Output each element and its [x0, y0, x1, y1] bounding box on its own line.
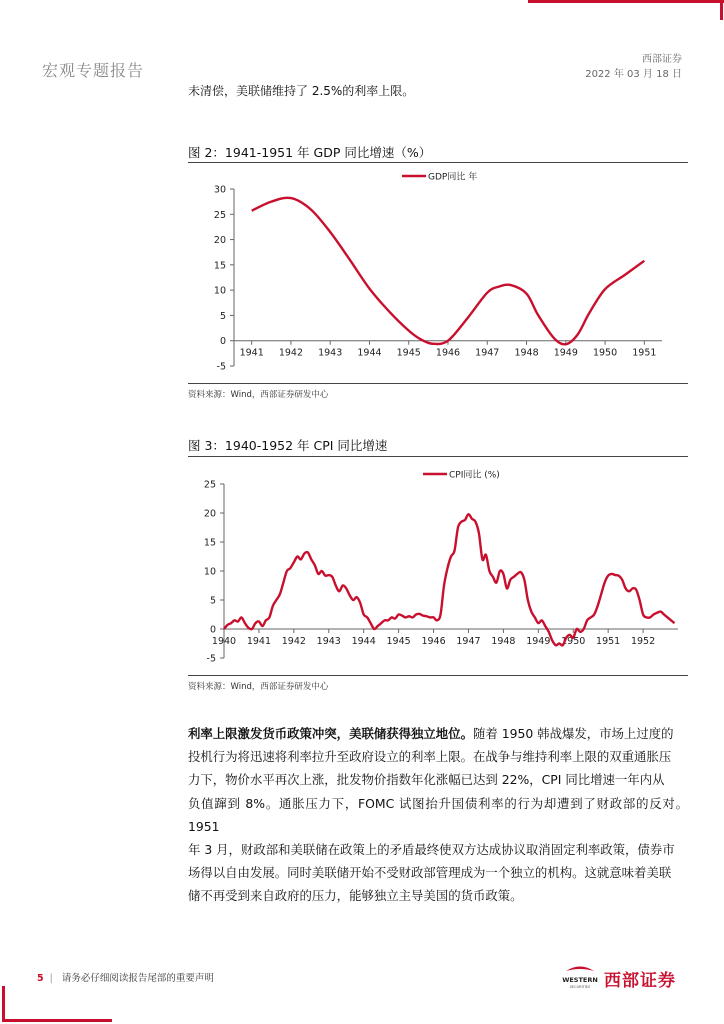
x-tick-label: 1944	[357, 347, 382, 359]
paragraph-line: 场得以自由发展。同时美联储开始不受财政部管理成为一个独立的机构。这就意味着美联	[188, 865, 672, 881]
figure-3-title: 图 3：1940-1952 年 CPI 同比增速	[188, 438, 388, 453]
y-tick-label: 20	[203, 508, 216, 520]
bottom-corner-rule	[2, 1019, 112, 1022]
paragraph-line: 负值蹿到 8%。通胀压力下，FOMC 试图抬升国债利率的行为却遭到了财政部的反对。1951	[188, 795, 688, 834]
x-tick-label: 1950	[561, 636, 586, 647]
x-tick-label: 1941	[246, 636, 272, 647]
series-line	[224, 514, 675, 645]
header-date: 2022 年 03 月 18 日	[585, 69, 682, 80]
cpi-chart	[188, 457, 688, 675]
x-tick-label: 1948	[491, 636, 516, 647]
x-tick-label: 1950	[592, 347, 618, 359]
x-tick-label: 1946	[421, 636, 446, 647]
paragraph-line: 力下，物价水平再次上涨，批发物价指数年化涨幅已达到 22%，CPI 同比增速一年内从	[188, 772, 665, 788]
y-tick-label: 15	[213, 260, 226, 272]
y-tick-label: 5	[219, 310, 226, 322]
company-logo	[556, 962, 686, 992]
x-tick-label: 1949	[553, 347, 578, 359]
x-tick-label: 1944	[351, 636, 376, 647]
x-tick-label: 1943	[316, 636, 341, 647]
paragraph-line: 储不再受到来自政府的压力，能够独立主导美国的货币政策。	[188, 888, 523, 904]
figure-3-source: 资料来源：Wind，西部证券研发中心	[188, 682, 329, 692]
header-company: 西部证券	[642, 54, 682, 65]
figure-2-bottom-rule	[188, 383, 688, 384]
body-paragraph	[188, 722, 688, 908]
page-number: 5	[37, 973, 44, 984]
figure-3-bottom-rule	[188, 675, 688, 676]
y-tick-label: 15	[203, 537, 216, 549]
figure-2-title: 图 2：1941-1951 年 GDP 同比增速（%）	[188, 145, 432, 160]
paragraph-line: 年 3 月，财政部和美联储在政策上的矛盾最终使双方达成协议取消固定利率政策，债券市	[188, 842, 675, 858]
x-tick-label: 1940	[211, 636, 237, 647]
y-tick-label: 5	[209, 595, 216, 607]
paragraph-line: 投机行为将迅速将利率拉升至政府设立的利率上限。在战争与维持利率上限的双重通胀压	[188, 749, 672, 765]
y-tick-label: 0	[209, 624, 216, 636]
logo-cn-text: 西部证券	[604, 971, 676, 991]
x-tick-label: 1947	[456, 636, 481, 647]
report-type: 宏观专题报告	[42, 61, 145, 80]
x-tick-label: 1945	[396, 347, 421, 359]
x-tick-label: 1941	[239, 347, 264, 359]
x-tick-label: 1951	[596, 636, 621, 647]
logo-en-sub: SECURITIES	[569, 985, 591, 989]
y-tick-label: 10	[213, 285, 226, 297]
paragraph-lead: 利率上限激发货币政策冲突，美联储获得独立地位。	[188, 726, 473, 741]
y-tick-label: 20	[213, 235, 226, 247]
y-tick-label: 25	[213, 209, 226, 221]
western-logo-icon	[556, 962, 604, 992]
x-tick-label: 1942	[281, 636, 306, 647]
x-tick-label: 1948	[514, 347, 539, 359]
logo-en-text: WESTERN	[562, 976, 598, 984]
footer: 5 | 请务必仔细阅读报告尾部的重要声明	[37, 973, 214, 984]
x-tick-label: 1951	[632, 347, 657, 359]
legend-label: GDP同比 年	[428, 172, 478, 183]
x-tick-label: 1945	[386, 636, 411, 647]
y-tick-label: 25	[203, 479, 216, 491]
gdp-chart	[188, 163, 688, 383]
top-corner-rule	[528, 0, 724, 3]
x-tick-label: 1946	[435, 347, 461, 359]
series-line	[252, 198, 645, 345]
y-tick-label: -5	[216, 361, 226, 373]
x-tick-label: 1942	[278, 347, 304, 359]
figure-2-source: 资料来源：Wind，西部证券研发中心	[188, 390, 329, 400]
x-tick-label: 1952	[630, 636, 656, 647]
x-tick-label: 1949	[526, 636, 551, 647]
footer-disclaimer: 请务必仔细阅读报告尾部的重要声明	[61, 973, 214, 984]
legend-label: CPI同比 (%)	[449, 470, 500, 481]
y-tick-label: 0	[219, 336, 226, 348]
y-tick-label: 30	[213, 184, 226, 196]
y-tick-label: 10	[203, 566, 216, 578]
bottom-corner-vertical	[2, 986, 5, 1022]
top-corner-vertical	[720, 0, 723, 20]
x-tick-label: 1947	[475, 347, 500, 359]
continued-line: 未清偿，美联储维持了 2.5%的利率上限。	[188, 84, 415, 98]
y-tick-label: -5	[206, 653, 216, 665]
x-tick-label: 1943	[318, 347, 343, 359]
paragraph-line: 利率上限激发货币政策冲突，美联储获得独立地位。随着 1950 韩战爆发，市场上过度的	[188, 726, 674, 741]
